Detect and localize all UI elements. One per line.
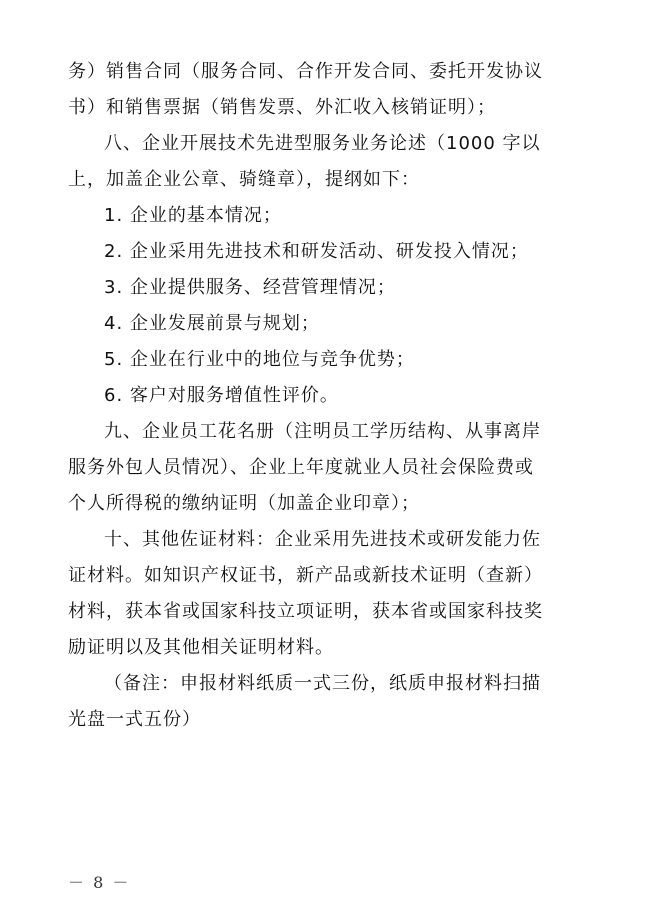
text-line: 材料，获本省或国家科技立项证明，获本省或国家科技奖 bbox=[68, 601, 543, 622]
page-number: － 8 － bbox=[68, 873, 131, 892]
text-line: 个人所得税的缴纳证明（加盖企业印章）； bbox=[68, 493, 420, 514]
text-line: 服务外包人员情况）、企业上年度就业人员社会保险费或 bbox=[68, 457, 534, 478]
text-line: 证材料。如知识产权证书，新产品或新技术证明（查新） bbox=[68, 565, 543, 586]
note-line: 光盘一式五份） bbox=[68, 709, 201, 730]
list-item: 2. 企业采用先进技术和研发活动、研发投入情况； bbox=[104, 241, 529, 262]
note-line: （备注：申报材料纸质一式三份，纸质申报材料扫描 bbox=[104, 673, 541, 694]
text-line: 务）销售合同（服务合同、合作开发合同、委托开发协议 bbox=[68, 61, 543, 82]
list-item: 4. 企业发展前景与规划； bbox=[104, 313, 320, 334]
text-line: 书）和销售票据（销售发票、外汇收入核销证明）； bbox=[68, 97, 496, 118]
list-item: 6. 客户对服务增值性评价。 bbox=[104, 385, 339, 406]
section-heading-8: 八、企业开展技术先进型服务业务论述（1000 字以 bbox=[104, 133, 541, 154]
list-item: 5. 企业在行业中的地位与竞争优势； bbox=[104, 349, 415, 370]
list-item: 3. 企业提供服务、经营管理情况； bbox=[104, 277, 396, 298]
text-line: 上，加盖企业公章、骑缝章），提纲如下： bbox=[68, 169, 420, 190]
section-heading-10: 十、其他佐证材料：企业采用先进技术或研发能力佐 bbox=[104, 529, 541, 550]
list-item: 1. 企业的基本情况； bbox=[104, 205, 282, 226]
section-heading-9: 九、企业员工花名册（注明员工学历结构、从事离岸 bbox=[104, 421, 541, 442]
text-line: 励证明以及其他相关证明材料。 bbox=[68, 637, 334, 658]
